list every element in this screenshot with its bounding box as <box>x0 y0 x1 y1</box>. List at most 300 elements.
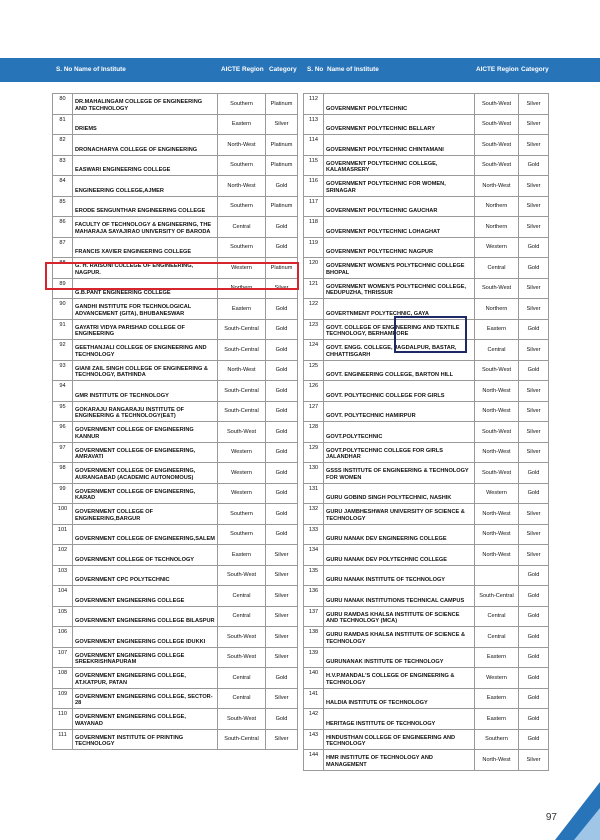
aicte-region: South-Central <box>218 401 266 422</box>
category: Platinum <box>266 258 298 279</box>
institute-name: GURUNANAK INSTITUTE OF TECHNOLOGY <box>324 647 475 668</box>
institute-name: GSSS INSTITUTE OF ENGINEERING & TECHNOLOGY FOR WOMEN <box>324 463 475 484</box>
table-row <box>53 299 298 320</box>
institute-name: GOVT. COLLEGE OF ENGINEERING AND TEXTILE TECHNOLOGY, BERHAMPORE <box>324 319 475 340</box>
aicte-region: Western <box>475 668 519 689</box>
table-row <box>53 422 298 443</box>
row-number: 107 <box>53 647 73 668</box>
aicte-region: Northern <box>475 299 519 320</box>
aicte-region: North-West <box>475 176 519 197</box>
table-row <box>304 504 549 525</box>
aicte-region: Western <box>475 237 519 258</box>
category: Gold <box>519 319 549 340</box>
category: Gold <box>519 709 549 730</box>
category: Silver <box>519 278 549 299</box>
institute-name: GOVT.POLYTECHNIC <box>324 422 475 443</box>
institute-name: GOVERNMENT POLYTECHNIC LOHAGHAT <box>324 217 475 238</box>
table-row <box>304 278 549 299</box>
row-number: 104 <box>53 586 73 607</box>
institute-name: GAYATRI VIDYA PARISHAD COLLEGE OF ENGINEERING <box>73 319 218 340</box>
highlight-navy-box <box>394 316 467 353</box>
table-row <box>53 504 298 525</box>
aicte-region: South-West <box>218 565 266 586</box>
table-row <box>53 237 298 258</box>
table-row <box>53 155 298 176</box>
category: Gold <box>519 463 549 484</box>
category: Silver <box>266 647 298 668</box>
category: Silver <box>266 688 298 709</box>
institute-name: HMR INSTITUTE OF TECHNOLOGY AND MANAGEMENT <box>324 750 475 771</box>
institutes-table-left <box>52 93 298 750</box>
row-number: 125 <box>304 360 324 381</box>
aicte-region: Central <box>218 217 266 238</box>
institute-name: GOVERNMENT INSTITUTE OF PRINTING TECHNOLOGY <box>73 729 218 750</box>
institute-name: EASWARI ENGINEERING COLLEGE <box>73 155 218 176</box>
row-number: 89 <box>53 278 73 299</box>
table-row <box>304 176 549 197</box>
row-number: 105 <box>53 606 73 627</box>
row-number: 102 <box>53 545 73 566</box>
category: Gold <box>266 442 298 463</box>
table-row <box>304 217 549 238</box>
category: Gold <box>266 524 298 545</box>
aicte-region: Central <box>218 586 266 607</box>
row-number: 86 <box>53 217 73 238</box>
institute-name: ENGINEERING COLLEGE,AJMER <box>73 176 218 197</box>
aicte-region: Central <box>218 668 266 689</box>
aicte-region: South-West <box>475 155 519 176</box>
category: Silver <box>519 135 549 156</box>
category: Gold <box>519 258 549 279</box>
table-row <box>304 565 549 586</box>
table-row <box>304 135 549 156</box>
institute-name: GOVT. ENGINEERING COLLEGE, BARTON HILL <box>324 360 475 381</box>
table-row <box>304 114 549 135</box>
table-row <box>53 217 298 238</box>
category: Silver <box>519 340 549 361</box>
row-number: 141 <box>304 688 324 709</box>
aicte-region: Southern <box>218 504 266 525</box>
aicte-region: Western <box>218 483 266 504</box>
aicte-region: Western <box>218 463 266 484</box>
institute-name: GOVERNMENT COLLEGE OF ENGINEERING,SALEM <box>73 524 218 545</box>
aicte-region: Southern <box>218 155 266 176</box>
aicte-region: Western <box>218 258 266 279</box>
aicte-region: Eastern <box>475 688 519 709</box>
table-row <box>304 524 549 545</box>
category: Gold <box>519 688 549 709</box>
row-number: 88 <box>53 258 73 279</box>
header-sno-right: S. No <box>307 66 324 73</box>
row-number: 117 <box>304 196 324 217</box>
table-row <box>304 668 549 689</box>
institute-name: GURU NANAK DEV POLYTECHNIC COLLEGE <box>324 545 475 566</box>
category: Platinum <box>266 155 298 176</box>
aicte-region: South-West <box>475 422 519 443</box>
category: Silver <box>266 606 298 627</box>
row-number: 127 <box>304 401 324 422</box>
category: Gold <box>519 627 549 648</box>
category: Gold <box>266 463 298 484</box>
category: Silver <box>519 176 549 197</box>
row-number: 115 <box>304 155 324 176</box>
row-number: 130 <box>304 463 324 484</box>
aicte-region: North-West <box>218 360 266 381</box>
aicte-region: North-West <box>475 504 519 525</box>
aicte-region: Northern <box>218 278 266 299</box>
table-row <box>53 524 298 545</box>
institute-name: GOVERNMENT COLLEGE OF TECHNOLOGY <box>73 545 218 566</box>
table-row <box>304 463 549 484</box>
aicte-region: South-West <box>475 135 519 156</box>
institute-name: GOVERNMENT ENGINEERING COLLEGE IDUKKI <box>73 627 218 648</box>
table-row <box>53 606 298 627</box>
category: Silver <box>519 422 549 443</box>
row-number: 137 <box>304 606 324 627</box>
row-number: 133 <box>304 524 324 545</box>
institute-name: GOVT. ENGG. COLLEGE, JAGDALPUR, BASTAR, CHHATTISGARH <box>324 340 475 361</box>
institute-name: GOVERNMENT ENGINEERING COLLEGE, SECTOR-28 <box>73 688 218 709</box>
row-number: 134 <box>304 545 324 566</box>
category: Gold <box>266 217 298 238</box>
table-row <box>53 483 298 504</box>
table-row <box>53 668 298 689</box>
category: Platinum <box>266 135 298 156</box>
header-sno-left: S. No <box>56 66 73 73</box>
category: Platinum <box>266 94 298 115</box>
aicte-region: Eastern <box>218 114 266 135</box>
row-number: 144 <box>304 750 324 771</box>
table-row <box>304 688 549 709</box>
table-header-band <box>0 58 600 82</box>
aicte-region: Central <box>475 340 519 361</box>
category: Gold <box>266 422 298 443</box>
table-row <box>304 606 549 627</box>
category: Gold <box>266 483 298 504</box>
category: Silver <box>519 442 549 463</box>
row-number: 96 <box>53 422 73 443</box>
category: Gold <box>519 606 549 627</box>
category: Silver <box>519 401 549 422</box>
row-number: 82 <box>53 135 73 156</box>
table-row <box>53 545 298 566</box>
row-number: 91 <box>53 319 73 340</box>
institute-name: GEETHANJALI COLLEGE OF ENGINEERING AND TECHNOLOGY <box>73 340 218 361</box>
category: Silver <box>266 627 298 648</box>
table-row <box>53 196 298 217</box>
institute-name: GOVERNMENT COLLEGE OF ENGINEERING, KARAD <box>73 483 218 504</box>
row-number: 136 <box>304 586 324 607</box>
row-number: 142 <box>304 709 324 730</box>
table-row <box>304 422 549 443</box>
table-row <box>304 155 549 176</box>
category: Gold <box>266 299 298 320</box>
aicte-region: South-West <box>475 278 519 299</box>
table-row <box>304 360 549 381</box>
aicte-region: South-West <box>475 463 519 484</box>
row-number: 93 <box>53 360 73 381</box>
table-row <box>53 94 298 115</box>
aicte-region: South-Central <box>218 381 266 402</box>
aicte-region: Eastern <box>475 319 519 340</box>
aicte-region: South-Central <box>218 729 266 750</box>
aicte-region: North-West <box>475 381 519 402</box>
header-region-right: AICTE Region <box>476 66 519 73</box>
institute-name: GOVERNMENT WOMEN'S POLYTECHNIC COLLEGE BHOPAL <box>324 258 475 279</box>
row-number: 119 <box>304 237 324 258</box>
table-row <box>53 176 298 197</box>
institute-name: HERITAGE INSTITUTE OF TECHNOLOGY <box>324 709 475 730</box>
aicte-region: Southern <box>218 196 266 217</box>
category: Gold <box>266 319 298 340</box>
institute-name: GOVERNMENT POLYTECHNIC NAGPUR <box>324 237 475 258</box>
category: Gold <box>266 709 298 730</box>
header-category-right: Category <box>521 66 549 73</box>
category: Silver <box>519 196 549 217</box>
institute-name: GURU GOBIND SINGH POLYTECHNIC, NASHIK <box>324 483 475 504</box>
institute-name: GOVERNMENT COLLEGE OF ENGINEERING KANNUR <box>73 422 218 443</box>
category: Silver <box>266 729 298 750</box>
highlight-red-box <box>45 262 299 290</box>
institute-name: GOVERNMENT ENGINEERING COLLEGE SREEKRISHNAPURAM <box>73 647 218 668</box>
category: Silver <box>519 114 549 135</box>
row-number: 101 <box>53 524 73 545</box>
institute-name: GURU JAMBHESHWAR UNIVERSITY OF SCIENCE & TECHNOLOGY <box>324 504 475 525</box>
aicte-region: Southern <box>475 729 519 750</box>
row-number: 138 <box>304 627 324 648</box>
row-number: 81 <box>53 114 73 135</box>
table-row <box>304 627 549 648</box>
category: Gold <box>266 401 298 422</box>
table-row <box>304 442 549 463</box>
aicte-region: North-West <box>475 401 519 422</box>
institute-name: GOVERNMENT COLLEGE OF ENGINEERING, AMRAVATI <box>73 442 218 463</box>
row-number: 140 <box>304 668 324 689</box>
institute-name: GOVERNMENT ENGINEERING COLLEGE, AT.KATPUR, PATAN <box>73 668 218 689</box>
row-number: 108 <box>53 668 73 689</box>
aicte-region: South-West <box>218 627 266 648</box>
table-row <box>53 463 298 484</box>
row-number: 84 <box>53 176 73 197</box>
table-row <box>53 647 298 668</box>
page-number: 97 <box>545 812 557 823</box>
row-number: 97 <box>53 442 73 463</box>
aicte-region: Southern <box>218 237 266 258</box>
row-number: 90 <box>53 299 73 320</box>
institute-name: GOVERNMENT POLYTECHNIC COLLEGE, KALAMASRERY <box>324 155 475 176</box>
category: Silver <box>519 545 549 566</box>
category: Silver <box>519 524 549 545</box>
table-row <box>304 545 549 566</box>
institute-name: GANDHI INSTITUTE FOR TECHNOLOGICAL ADVANCEMENT (GITA), BHUBANESWAR <box>73 299 218 320</box>
category: Gold <box>266 381 298 402</box>
institute-name: HALDIA INSTITUTE OF TECHNOLOGY <box>324 688 475 709</box>
aicte-region: Central <box>475 627 519 648</box>
row-number: 120 <box>304 258 324 279</box>
row-number: 121 <box>304 278 324 299</box>
table-row <box>53 565 298 586</box>
institute-name: GOVERNMENT POLYTECHNIC GAUCHAR <box>324 196 475 217</box>
row-number: 131 <box>304 483 324 504</box>
row-number: 132 <box>304 504 324 525</box>
table-row <box>53 442 298 463</box>
header-name-right: Name of Institute <box>327 66 379 73</box>
table-row <box>304 647 549 668</box>
aicte-region: South-West <box>218 422 266 443</box>
row-number: 114 <box>304 135 324 156</box>
row-number: 80 <box>53 94 73 115</box>
aicte-region: South-West <box>475 114 519 135</box>
row-number: 124 <box>304 340 324 361</box>
aicte-region: South-West <box>475 94 519 115</box>
table-row <box>53 627 298 648</box>
table-row <box>53 135 298 156</box>
aicte-region: South-West <box>218 709 266 730</box>
aicte-region: Eastern <box>218 545 266 566</box>
table-row <box>53 319 298 340</box>
category: Silver <box>519 94 549 115</box>
institute-name: GURU NANAK INSTITUTE OF TECHNOLOGY <box>324 565 475 586</box>
institute-name: GOVERNMENT ENGINEERING COLLEGE BILASPUR <box>73 606 218 627</box>
institute-name: GOVT. POLYTECHNIC COLLEGE FOR GIRLS <box>324 381 475 402</box>
row-number: 122 <box>304 299 324 320</box>
row-number: 98 <box>53 463 73 484</box>
category: Silver <box>266 545 298 566</box>
row-number: 113 <box>304 114 324 135</box>
category: Silver <box>519 217 549 238</box>
row-number: 135 <box>304 565 324 586</box>
institute-name: GOVERNMENT POLYTECHNIC <box>324 94 475 115</box>
institute-name: GOKARAJU RANGARAJU INSTITUTE OF ENGINEERING & TECHNOLOGY(E&T) <box>73 401 218 422</box>
category: Gold <box>266 340 298 361</box>
aicte-region: South-Central <box>475 586 519 607</box>
institute-name: GURU RAMDAS KHALSA INSTITUTE OF SCIENCE & TECHNOLOGY <box>324 627 475 648</box>
category: Gold <box>266 668 298 689</box>
header-name-left: Name of Institute <box>74 66 126 73</box>
row-number: 118 <box>304 217 324 238</box>
category: Silver <box>266 586 298 607</box>
row-number: 109 <box>53 688 73 709</box>
category: Gold <box>519 647 549 668</box>
institute-name: HINDUSTHAN COLLEGE OF ENGINEERING AND TECHNOLOGY <box>324 729 475 750</box>
row-number: 83 <box>53 155 73 176</box>
table-row <box>304 483 549 504</box>
institute-name: FACULTY OF TECHNOLOGY & ENGINEERING, THE MAHARAJA SAYAJIRAO UNIVERSITY OF BARODA <box>73 217 218 238</box>
institute-name: GOVT. POLYTECHNIC HAMIRPUR <box>324 401 475 422</box>
aicte-region: North-West <box>218 135 266 156</box>
institute-name: H.V.P.MANDAL'S COLLEGE OF ENGINEERING & TECHNOLOGY <box>324 668 475 689</box>
row-number: 123 <box>304 319 324 340</box>
category: Gold <box>519 360 549 381</box>
table-row <box>53 729 298 750</box>
table-row <box>304 586 549 607</box>
row-number: 95 <box>53 401 73 422</box>
institute-name: GIANI ZAIL SINGH COLLEGE OF ENGINEERING & TECHNOLOGY, BATHINDA <box>73 360 218 381</box>
row-number: 112 <box>304 94 324 115</box>
category: Gold <box>266 504 298 525</box>
row-number: 85 <box>53 196 73 217</box>
aicte-region: Northern <box>475 217 519 238</box>
table-row <box>53 340 298 361</box>
category: Gold <box>519 668 549 689</box>
institute-name: GOVERNMENT WOMEN'S POLYTECHNIC COLLEGE, NEDUPUZHA, THRISSUR <box>324 278 475 299</box>
aicte-region: Eastern <box>475 709 519 730</box>
row-number: 100 <box>53 504 73 525</box>
aicte-region: South-Central <box>218 319 266 340</box>
institute-name: GMR INSTITUTE OF TECHNOLOGY <box>73 381 218 402</box>
institute-name: GOVERNMENT POLYTECHNIC BELLARY <box>324 114 475 135</box>
category: Silver <box>266 114 298 135</box>
category: Silver <box>266 565 298 586</box>
table-row <box>304 750 549 771</box>
table-row <box>53 114 298 135</box>
aicte-region: South-Central <box>218 340 266 361</box>
aicte-region: South-West <box>475 360 519 381</box>
category: Silver <box>519 299 549 320</box>
row-number: 94 <box>53 381 73 402</box>
table-row <box>304 729 549 750</box>
aicte-region: Northern <box>475 196 519 217</box>
table-row <box>53 586 298 607</box>
aicte-region: North-West <box>475 750 519 771</box>
category: Silver <box>519 381 549 402</box>
row-number: 111 <box>53 729 73 750</box>
category: Gold <box>519 237 549 258</box>
aicte-region <box>475 565 519 586</box>
aicte-region: North-West <box>218 176 266 197</box>
institute-name: GOVERNMENT COLLEGE OF ENGINEERING, AURANGABAD (ACADEMIC AUTONOMOUS) <box>73 463 218 484</box>
table-row <box>304 258 549 279</box>
table-row <box>53 688 298 709</box>
institute-name: G.B.PANT ENGINEERING COLLEGE <box>73 278 218 299</box>
institute-name: GURU NANAK INSTITUTIONS TECHNICAL CAMPUS <box>324 586 475 607</box>
institute-name: DRIEMS <box>73 114 218 135</box>
institute-name: GURU RAMDAS KHALSA INSTITUTE OF SCIENCE AND TECHNOLOGY (MCA) <box>324 606 475 627</box>
aicte-region: Eastern <box>218 299 266 320</box>
aicte-region: Central <box>218 606 266 627</box>
table-row <box>304 237 549 258</box>
table-row <box>304 94 549 115</box>
aicte-region: North-West <box>475 545 519 566</box>
row-number: 99 <box>53 483 73 504</box>
aicte-region: Southern <box>218 524 266 545</box>
table-row <box>304 196 549 217</box>
category: Gold <box>266 360 298 381</box>
aicte-region: Central <box>218 688 266 709</box>
category: Gold <box>519 155 549 176</box>
aicte-region: Southern <box>218 94 266 115</box>
category: Silver <box>266 278 298 299</box>
institute-name: GOVT.POLYTECHNIC COLLEGE FOR GIRLS JALANDHAR <box>324 442 475 463</box>
institute-name: GOVERNMENT ENGINEERING COLLEGE, WAYANAD <box>73 709 218 730</box>
table-row <box>53 709 298 730</box>
category: Gold <box>519 729 549 750</box>
row-number: 116 <box>304 176 324 197</box>
institute-name: GOVERNMENT POLYTECHNIC FOR WOMEN, SRINAGAR <box>324 176 475 197</box>
category: Platinum <box>266 196 298 217</box>
row-number: 126 <box>304 381 324 402</box>
institute-name: FRANCIS XAVIER ENGINEERING COLLEGE <box>73 237 218 258</box>
institute-name: GOVERNMENT POLYTECHNIC CHINTAMANI <box>324 135 475 156</box>
institute-name: G. H. RAISONI COLLEGE OF ENGINEERING, NAGPUR. <box>73 258 218 279</box>
institute-name: GOVERNMENT ENGINEERING COLLEGE <box>73 586 218 607</box>
corner-decoration-light <box>574 808 600 840</box>
aicte-region: North-West <box>475 442 519 463</box>
row-number: 92 <box>53 340 73 361</box>
category: Gold <box>266 176 298 197</box>
aicte-region: Western <box>475 483 519 504</box>
row-number: 110 <box>53 709 73 730</box>
